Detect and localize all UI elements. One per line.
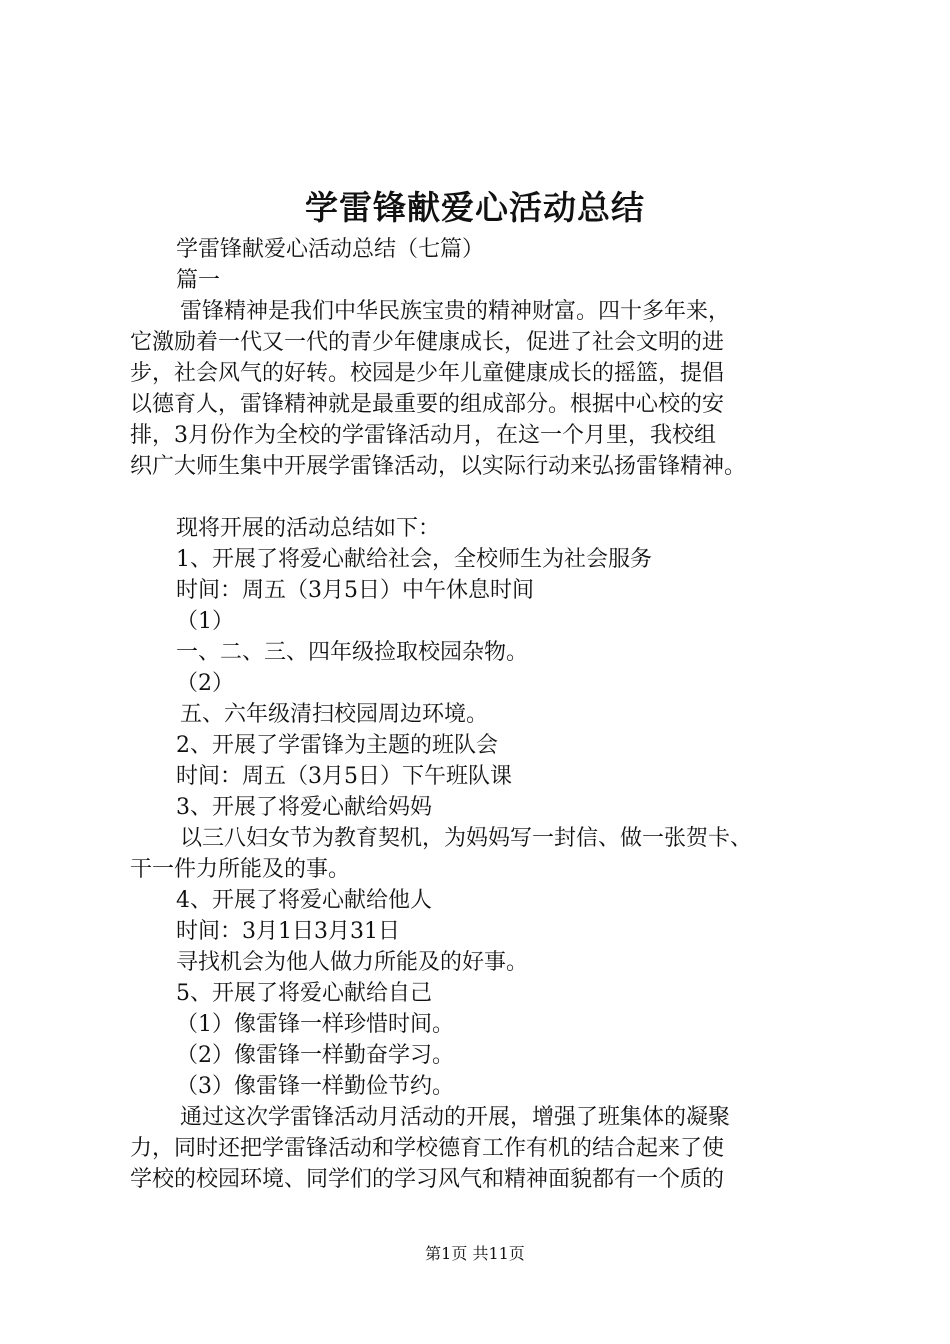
page-footer: 第1页 共11页 bbox=[425, 1244, 525, 1263]
item5-sub1: （1）像雷锋一样珍惜时间。 bbox=[176, 1012, 454, 1037]
item1-sub1-label: （1） bbox=[176, 609, 234, 634]
document-title: 学雷锋献爱心活动总结 bbox=[305, 188, 645, 227]
intro-line-5: 排，3月份作为全校的学雷锋活动月，在这一个月里，我校组 bbox=[130, 423, 716, 448]
document-body bbox=[130, 234, 855, 1195]
item3-title: 3、开展了将爱心献给妈妈 bbox=[176, 795, 432, 820]
item3-line-1: 以三八妇女节为教育契机，为妈妈写一封信、做一张贺卡、 bbox=[180, 826, 753, 851]
subtitle: 学雷锋献爱心活动总结（七篇） bbox=[176, 237, 485, 262]
item4-title: 4、开展了将爱心献给他人 bbox=[176, 888, 432, 913]
item3-line-2: 干一件力所能及的事。 bbox=[130, 857, 351, 882]
intro-line-1: 雷锋精神是我们中华民族宝贵的精神财富。四十多年来， bbox=[180, 299, 731, 324]
item1-sub2-label: （2） bbox=[176, 671, 234, 696]
intro-line-6: 织广大师生集中开展学雷锋活动，以实际行动来弘扬雷锋精神。 bbox=[130, 454, 747, 479]
conclusion-line-1: 通过这次学雷锋活动月活动的开展，增强了班集体的凝聚 bbox=[180, 1105, 731, 1130]
item1-time: 时间：周五（3月5日）中午休息时间 bbox=[176, 578, 534, 603]
section-heading: 篇一 bbox=[176, 268, 221, 293]
intro-line-4: 以德育人，雷锋精神就是最重要的组成部分。根据中心校的安 bbox=[130, 392, 725, 417]
paragraph-spacer bbox=[130, 482, 855, 513]
item5-sub2: （2）像雷锋一样勤奋学习。 bbox=[176, 1043, 454, 1068]
item4-time: 时间：3月1日3月31日 bbox=[176, 919, 400, 944]
summary-intro: 现将开展的活动总结如下： bbox=[176, 516, 441, 541]
item4-text: 寻找机会为他人做力所能及的好事。 bbox=[176, 950, 529, 975]
item5-title: 5、开展了将爱心献给自己 bbox=[176, 981, 432, 1006]
item2-time: 时间：周五（3月5日）下午班队课 bbox=[176, 764, 512, 789]
item5-sub3: （3）像雷锋一样勤俭节约。 bbox=[176, 1074, 454, 1099]
item1-sub2-text: 五、六年级清扫校园周边环境。 bbox=[180, 702, 489, 727]
item2-title: 2、开展了学雷锋为主题的班队会 bbox=[176, 733, 498, 758]
item1-title: 1、开展了将爱心献给社会，全校师生为社会服务 bbox=[176, 547, 652, 572]
intro-line-3: 步，社会风气的好转。校园是少年儿童健康成长的摇篮，提倡 bbox=[130, 361, 725, 386]
conclusion-line-3: 学校的校园环境、同学们的学习风气和精神面貌都有一个质的 bbox=[130, 1167, 725, 1192]
conclusion-line-2: 力，同时还把学雷锋活动和学校德育工作有机的结合起来了使 bbox=[130, 1136, 725, 1161]
item1-sub1-text: 一、二、三、四年级捡取校园杂物。 bbox=[176, 640, 529, 665]
intro-line-2: 它激励着一代又一代的青少年健康成长，促进了社会文明的进 bbox=[130, 330, 725, 355]
